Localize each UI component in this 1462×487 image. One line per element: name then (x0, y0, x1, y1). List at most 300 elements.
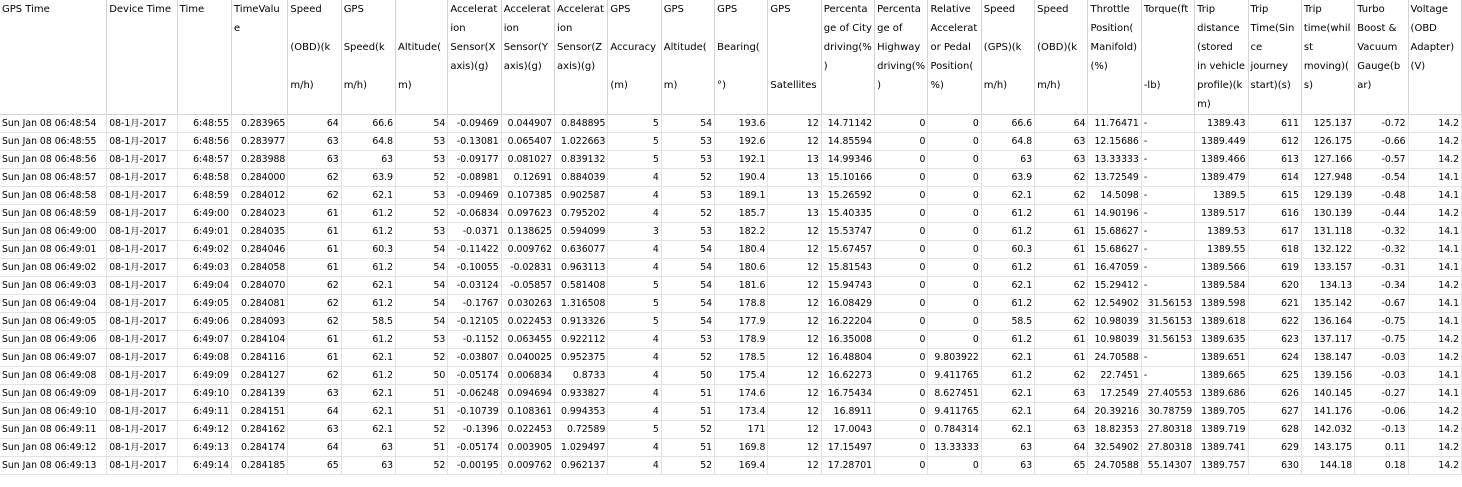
table-cell[interactable]: -0.13081 (448, 133, 501, 151)
table-cell[interactable]: 61.2 (341, 259, 395, 277)
table-cell[interactable]: 126.175 (1301, 133, 1354, 151)
table-cell[interactable]: 62 (1035, 187, 1088, 205)
table-cell[interactable]: 64.8 (981, 133, 1034, 151)
table-cell[interactable]: 17.2549 (1088, 385, 1141, 403)
table-cell[interactable]: 125.137 (1301, 115, 1354, 133)
table-cell[interactable]: 0 (928, 151, 981, 169)
table-cell[interactable]: 185.7 (715, 205, 768, 223)
table-cell[interactable]: 15.10166 (821, 169, 874, 187)
table-cell[interactable]: 613 (1248, 151, 1301, 169)
table-cell[interactable]: 629 (1248, 439, 1301, 457)
table-cell[interactable]: 1389.665 (1195, 367, 1248, 385)
table-cell[interactable]: 15.67457 (821, 241, 874, 259)
table-cell[interactable]: 0 (875, 403, 928, 421)
table-cell[interactable]: 192.6 (715, 133, 768, 151)
table-cell[interactable]: 0.284081 (231, 295, 287, 313)
table-cell[interactable]: 617 (1248, 223, 1301, 241)
table-cell[interactable]: 1389.635 (1195, 331, 1248, 349)
table-cell[interactable]: 51 (661, 439, 714, 457)
table-cell[interactable]: 54 (661, 241, 714, 259)
table-cell[interactable]: - (1141, 259, 1194, 277)
table-cell[interactable]: 12 (768, 277, 821, 295)
table-cell[interactable]: 08-1月-2017 (107, 403, 177, 421)
table-cell[interactable]: 31.56153 (1141, 295, 1194, 313)
table-cell[interactable]: 14.2 (1408, 277, 1461, 295)
table-cell[interactable]: 53 (661, 223, 714, 241)
table-cell[interactable]: 08-1月-2017 (107, 169, 177, 187)
table-cell[interactable]: 1389.53 (1195, 223, 1248, 241)
table-cell[interactable]: 51 (396, 439, 448, 457)
column-header[interactable] (0, 0, 107, 115)
table-cell[interactable]: 61.2 (981, 295, 1034, 313)
table-cell[interactable]: 08-1月-2017 (107, 349, 177, 367)
table-cell[interactable]: 0 (875, 115, 928, 133)
table-cell[interactable]: 6:48:59 (177, 187, 231, 205)
table-cell[interactable]: 65 (1035, 457, 1088, 475)
table-cell[interactable]: 0.913326 (555, 313, 608, 331)
table-cell[interactable]: -0.06248 (448, 385, 501, 403)
table-cell[interactable]: 628 (1248, 421, 1301, 439)
table-cell[interactable]: 0.283965 (231, 115, 287, 133)
table-cell[interactable]: 61 (1035, 349, 1088, 367)
table-cell[interactable]: Sun Jan 08 06:49:05 (0, 313, 107, 331)
table-cell[interactable]: 14.85594 (821, 133, 874, 151)
table-cell[interactable]: 0.065407 (501, 133, 554, 151)
table-cell[interactable]: -0.02831 (501, 259, 554, 277)
table-cell[interactable]: 0.044907 (501, 115, 554, 133)
table-cell[interactable]: 129.139 (1301, 187, 1354, 205)
table-cell[interactable]: 0.994353 (555, 403, 608, 421)
table-cell[interactable]: -0.32 (1355, 241, 1408, 259)
table-cell[interactable]: 618 (1248, 241, 1301, 259)
table-cell[interactable]: -0.03 (1355, 349, 1408, 367)
table-cell[interactable]: 0.18 (1355, 457, 1408, 475)
table-cell[interactable]: 0.009762 (501, 457, 554, 475)
table-cell[interactable]: 0.009762 (501, 241, 554, 259)
table-cell[interactable]: 0.902587 (555, 187, 608, 205)
table-cell[interactable]: 14.90196 (1088, 205, 1141, 223)
table-cell[interactable]: 5 (608, 133, 661, 151)
table-cell[interactable]: 12 (768, 367, 821, 385)
column-header[interactable] (608, 0, 661, 115)
table-cell[interactable]: 14.2 (1408, 457, 1461, 475)
table-cell[interactable]: 15.68627 (1088, 223, 1141, 241)
table-cell[interactable]: 193.6 (715, 115, 768, 133)
table-cell[interactable]: 1389.741 (1195, 439, 1248, 457)
column-header[interactable] (341, 0, 395, 115)
table-cell[interactable]: 12 (768, 457, 821, 475)
table-cell[interactable]: 0.022453 (501, 421, 554, 439)
table-cell[interactable]: -0.75 (1355, 313, 1408, 331)
table-cell[interactable]: 62.1 (981, 187, 1034, 205)
table-cell[interactable]: 132.122 (1301, 241, 1354, 259)
table-cell[interactable]: 6:48:57 (177, 151, 231, 169)
table-cell[interactable]: 134.13 (1301, 277, 1354, 295)
table-cell[interactable]: 61.2 (341, 223, 395, 241)
table-cell[interactable]: 169.4 (715, 457, 768, 475)
table-cell[interactable]: 0 (875, 187, 928, 205)
table-cell[interactable]: 54 (396, 295, 448, 313)
table-cell[interactable]: 16.75434 (821, 385, 874, 403)
table-cell[interactable]: 08-1月-2017 (107, 205, 177, 223)
table-cell[interactable]: 63 (1035, 385, 1088, 403)
table-cell[interactable]: 0 (875, 241, 928, 259)
table-cell[interactable]: 135.142 (1301, 295, 1354, 313)
table-cell[interactable]: 16.08429 (821, 295, 874, 313)
table-cell[interactable]: -0.09469 (448, 187, 501, 205)
table-cell[interactable]: 58.5 (341, 313, 395, 331)
table-cell[interactable]: 64 (1035, 439, 1088, 457)
column-header[interactable] (396, 0, 448, 115)
table-cell[interactable]: 16.48804 (821, 349, 874, 367)
table-cell[interactable]: 61 (1035, 205, 1088, 223)
table-cell[interactable]: Sun Jan 08 06:49:11 (0, 421, 107, 439)
table-cell[interactable]: 62.1 (981, 385, 1034, 403)
column-header[interactable] (1408, 0, 1461, 115)
table-cell[interactable]: 32.54902 (1088, 439, 1141, 457)
table-cell[interactable]: 6:48:56 (177, 133, 231, 151)
table-cell[interactable]: Sun Jan 08 06:49:12 (0, 439, 107, 457)
table-cell[interactable]: 0 (928, 259, 981, 277)
table-cell[interactable]: 54 (396, 313, 448, 331)
table-cell[interactable]: 11.76471 (1088, 115, 1141, 133)
table-cell[interactable]: 51 (661, 403, 714, 421)
table-cell[interactable]: 61 (288, 259, 341, 277)
table-cell[interactable]: 14.1 (1408, 259, 1461, 277)
table-cell[interactable]: 139.156 (1301, 367, 1354, 385)
table-cell[interactable]: 0.006834 (501, 367, 554, 385)
table-cell[interactable]: 12 (768, 331, 821, 349)
table-cell[interactable]: 61 (288, 223, 341, 241)
table-cell[interactable]: 14.2 (1408, 349, 1461, 367)
table-cell[interactable]: 61.2 (981, 331, 1034, 349)
table-cell[interactable]: 14.2 (1408, 205, 1461, 223)
table-cell[interactable]: 15.81543 (821, 259, 874, 277)
table-cell[interactable]: 0 (875, 313, 928, 331)
table-cell[interactable]: 60.3 (981, 241, 1034, 259)
table-cell[interactable]: - (1141, 277, 1194, 295)
table-cell[interactable]: 27.80318 (1141, 421, 1194, 439)
column-header[interactable] (288, 0, 341, 115)
table-cell[interactable]: 12 (768, 349, 821, 367)
table-cell[interactable]: 62.1 (341, 385, 395, 403)
table-cell[interactable]: 0.284000 (231, 169, 287, 187)
column-header[interactable] (1355, 0, 1408, 115)
table-cell[interactable]: 0 (928, 295, 981, 313)
table-cell[interactable]: Sun Jan 08 06:48:58 (0, 187, 107, 205)
table-cell[interactable]: 61 (288, 205, 341, 223)
table-cell[interactable]: -0.03124 (448, 277, 501, 295)
table-cell[interactable]: 623 (1248, 331, 1301, 349)
table-cell[interactable]: 63 (981, 151, 1034, 169)
table-cell[interactable]: 61.2 (981, 259, 1034, 277)
table-cell[interactable]: 178.9 (715, 331, 768, 349)
table-cell[interactable]: 4 (608, 205, 661, 223)
table-cell[interactable]: 15.29412 (1088, 277, 1141, 295)
column-header[interactable] (555, 0, 608, 115)
table-cell[interactable]: 54 (661, 115, 714, 133)
table-cell[interactable]: 14.1 (1408, 223, 1461, 241)
table-cell[interactable]: 13 (768, 169, 821, 187)
table-cell[interactable]: 14.1 (1408, 169, 1461, 187)
table-cell[interactable]: 64 (1035, 115, 1088, 133)
table-cell[interactable]: 8.627451 (928, 385, 981, 403)
table-cell[interactable]: 61.2 (341, 367, 395, 385)
column-header[interactable] (1195, 0, 1248, 115)
table-cell[interactable]: 189.1 (715, 187, 768, 205)
table-cell[interactable]: 192.1 (715, 151, 768, 169)
column-header[interactable] (661, 0, 714, 115)
table-cell[interactable]: 10.98039 (1088, 331, 1141, 349)
table-cell[interactable]: 12 (768, 295, 821, 313)
column-header[interactable] (231, 0, 287, 115)
table-cell[interactable]: 1.316508 (555, 295, 608, 313)
table-cell[interactable]: 0.030263 (501, 295, 554, 313)
table-cell[interactable]: 63 (288, 385, 341, 403)
table-cell[interactable]: 0.284070 (231, 277, 287, 295)
table-cell[interactable]: 12 (768, 385, 821, 403)
table-cell[interactable]: 180.4 (715, 241, 768, 259)
table-cell[interactable]: 52 (396, 421, 448, 439)
table-cell[interactable]: 66.6 (341, 115, 395, 133)
table-cell[interactable]: -0.1396 (448, 421, 501, 439)
table-cell[interactable]: 22.7451 (1088, 367, 1141, 385)
table-cell[interactable]: 13.33333 (1088, 151, 1141, 169)
table-cell[interactable]: 0.284162 (231, 421, 287, 439)
table-cell[interactable]: 0 (928, 187, 981, 205)
table-cell[interactable]: 0.962137 (555, 457, 608, 475)
table-cell[interactable]: 52 (396, 349, 448, 367)
table-cell[interactable]: 62 (288, 277, 341, 295)
table-cell[interactable]: 0.284104 (231, 331, 287, 349)
table-cell[interactable]: -0.27 (1355, 385, 1408, 403)
table-cell[interactable]: 1389.584 (1195, 277, 1248, 295)
table-cell[interactable]: 1389.598 (1195, 295, 1248, 313)
table-cell[interactable]: 18.82353 (1088, 421, 1141, 439)
table-cell[interactable]: 62 (288, 313, 341, 331)
table-cell[interactable]: 0.284046 (231, 241, 287, 259)
table-cell[interactable]: 62.1 (341, 187, 395, 205)
table-cell[interactable]: 53 (396, 133, 448, 151)
table-cell[interactable]: 0 (928, 331, 981, 349)
table-cell[interactable]: - (1141, 187, 1194, 205)
table-cell[interactable]: 616 (1248, 205, 1301, 223)
table-cell[interactable]: 12 (768, 421, 821, 439)
table-cell[interactable]: -0.11422 (448, 241, 501, 259)
column-header[interactable] (1035, 0, 1088, 115)
column-header[interactable] (821, 0, 874, 115)
table-cell[interactable]: 4 (608, 259, 661, 277)
table-cell[interactable]: 5 (608, 115, 661, 133)
table-cell[interactable]: 0.784314 (928, 421, 981, 439)
table-cell[interactable]: 63 (341, 151, 395, 169)
table-cell[interactable]: 130.139 (1301, 205, 1354, 223)
table-cell[interactable]: 14.1 (1408, 313, 1461, 331)
table-cell[interactable]: -0.1152 (448, 331, 501, 349)
table-cell[interactable]: 08-1月-2017 (107, 439, 177, 457)
column-header[interactable] (1141, 0, 1194, 115)
table-cell[interactable]: Sun Jan 08 06:48:59 (0, 205, 107, 223)
table-cell[interactable]: 6:49:13 (177, 439, 231, 457)
table-cell[interactable]: 62 (1035, 367, 1088, 385)
table-cell[interactable]: 6:49:03 (177, 259, 231, 277)
table-cell[interactable]: 30.78759 (1141, 403, 1194, 421)
table-cell[interactable]: -0.54 (1355, 169, 1408, 187)
table-cell[interactable]: 54 (661, 295, 714, 313)
table-cell[interactable]: 61 (288, 331, 341, 349)
table-cell[interactable]: 0.284023 (231, 205, 287, 223)
table-cell[interactable]: 16.62273 (821, 367, 874, 385)
table-cell[interactable]: Sun Jan 08 06:49:01 (0, 241, 107, 259)
table-cell[interactable]: 0.963113 (555, 259, 608, 277)
table-cell[interactable]: 0 (928, 205, 981, 223)
table-cell[interactable]: -0.75 (1355, 331, 1408, 349)
table-cell[interactable]: -0.09469 (448, 115, 501, 133)
table-cell[interactable]: 169.8 (715, 439, 768, 457)
table-cell[interactable]: 63 (288, 151, 341, 169)
table-cell[interactable]: 0 (928, 115, 981, 133)
table-cell[interactable]: 17.28701 (821, 457, 874, 475)
table-cell[interactable]: 13.72549 (1088, 169, 1141, 187)
table-cell[interactable]: 61.2 (981, 223, 1034, 241)
table-cell[interactable]: 52 (396, 205, 448, 223)
table-cell[interactable]: -0.72 (1355, 115, 1408, 133)
table-cell[interactable]: 0.022453 (501, 313, 554, 331)
table-cell[interactable]: 63 (1035, 133, 1088, 151)
table-cell[interactable]: 61.2 (341, 295, 395, 313)
table-cell[interactable]: 52 (396, 169, 448, 187)
column-header[interactable] (1248, 0, 1301, 115)
table-cell[interactable]: 6:49:02 (177, 241, 231, 259)
table-cell[interactable]: 14.1 (1408, 385, 1461, 403)
table-cell[interactable]: 08-1月-2017 (107, 313, 177, 331)
table-cell[interactable]: 4 (608, 169, 661, 187)
table-cell[interactable]: 1389.618 (1195, 313, 1248, 331)
table-cell[interactable]: 127.948 (1301, 169, 1354, 187)
table-cell[interactable]: 142.032 (1301, 421, 1354, 439)
table-cell[interactable]: 52 (661, 457, 714, 475)
table-cell[interactable]: 13.33333 (928, 439, 981, 457)
table-cell[interactable]: 50 (661, 367, 714, 385)
table-cell[interactable]: 14.1 (1408, 187, 1461, 205)
table-cell[interactable]: 51 (661, 385, 714, 403)
table-cell[interactable]: 1389.466 (1195, 151, 1248, 169)
table-cell[interactable]: 12 (768, 115, 821, 133)
table-cell[interactable]: 624 (1248, 349, 1301, 367)
table-cell[interactable]: -0.00195 (448, 457, 501, 475)
table-cell[interactable]: 53 (396, 187, 448, 205)
table-cell[interactable]: 140.145 (1301, 385, 1354, 403)
table-cell[interactable]: 0.594099 (555, 223, 608, 241)
table-cell[interactable]: 6:49:09 (177, 367, 231, 385)
table-cell[interactable]: 0.003905 (501, 439, 554, 457)
table-cell[interactable]: 08-1月-2017 (107, 295, 177, 313)
table-cell[interactable]: 5 (608, 295, 661, 313)
table-cell[interactable]: - (1141, 169, 1194, 187)
table-cell[interactable]: 08-1月-2017 (107, 241, 177, 259)
table-cell[interactable]: 10.98039 (1088, 313, 1141, 331)
table-cell[interactable]: 14.2 (1408, 151, 1461, 169)
table-cell[interactable]: -0.44 (1355, 205, 1408, 223)
table-cell[interactable]: 62.1 (341, 277, 395, 295)
table-cell[interactable]: Sun Jan 08 06:49:08 (0, 367, 107, 385)
table-cell[interactable]: 15.94743 (821, 277, 874, 295)
table-cell[interactable]: 14.71142 (821, 115, 874, 133)
table-cell[interactable]: 14.2 (1408, 421, 1461, 439)
table-cell[interactable]: 136.164 (1301, 313, 1354, 331)
table-cell[interactable]: 50 (396, 367, 448, 385)
table-cell[interactable]: 14.1 (1408, 367, 1461, 385)
table-cell[interactable]: 0 (875, 205, 928, 223)
table-cell[interactable]: 0 (928, 277, 981, 295)
table-cell[interactable]: 0.8733 (555, 367, 608, 385)
table-cell[interactable]: 62 (1035, 277, 1088, 295)
table-cell[interactable]: 619 (1248, 259, 1301, 277)
table-cell[interactable]: 14.5098 (1088, 187, 1141, 205)
table-cell[interactable]: 27.80318 (1141, 439, 1194, 457)
table-cell[interactable]: 0 (875, 259, 928, 277)
table-cell[interactable]: 0 (875, 367, 928, 385)
table-cell[interactable]: 55.14307 (1141, 457, 1194, 475)
table-cell[interactable]: 0.839132 (555, 151, 608, 169)
table-cell[interactable]: 12 (768, 241, 821, 259)
table-cell[interactable]: 6:49:10 (177, 385, 231, 403)
table-cell[interactable]: 1.022663 (555, 133, 608, 151)
table-cell[interactable]: 141.176 (1301, 403, 1354, 421)
table-cell[interactable]: 621 (1248, 295, 1301, 313)
table-cell[interactable]: 630 (1248, 457, 1301, 475)
table-cell[interactable]: 20.39216 (1088, 403, 1141, 421)
table-cell[interactable]: 0.11 (1355, 439, 1408, 457)
table-cell[interactable]: 5 (608, 421, 661, 439)
table-cell[interactable]: 0 (875, 295, 928, 313)
table-cell[interactable]: 1389.705 (1195, 403, 1248, 421)
table-cell[interactable]: 15.40335 (821, 205, 874, 223)
table-cell[interactable]: 52 (661, 205, 714, 223)
table-cell[interactable]: Sun Jan 08 06:49:10 (0, 403, 107, 421)
table-cell[interactable]: 13 (768, 205, 821, 223)
table-cell[interactable]: 1.029497 (555, 439, 608, 457)
table-cell[interactable]: 627 (1248, 403, 1301, 421)
table-cell[interactable]: 62.1 (981, 349, 1034, 367)
table-cell[interactable]: -0.34 (1355, 277, 1408, 295)
column-header[interactable] (1088, 0, 1141, 115)
table-cell[interactable]: 64 (288, 115, 341, 133)
table-cell[interactable]: -0.06834 (448, 205, 501, 223)
table-cell[interactable]: 63 (341, 439, 395, 457)
table-cell[interactable]: 08-1月-2017 (107, 331, 177, 349)
table-cell[interactable]: 622 (1248, 313, 1301, 331)
table-cell[interactable]: 0.933827 (555, 385, 608, 403)
table-cell[interactable]: Sun Jan 08 06:49:00 (0, 223, 107, 241)
table-cell[interactable]: 4 (608, 187, 661, 205)
table-cell[interactable]: 08-1月-2017 (107, 223, 177, 241)
table-cell[interactable]: -0.10739 (448, 403, 501, 421)
table-cell[interactable]: 61 (1035, 259, 1088, 277)
table-cell[interactable]: 14.1 (1408, 295, 1461, 313)
table-cell[interactable]: 0.848895 (555, 115, 608, 133)
table-cell[interactable]: 0 (928, 223, 981, 241)
table-cell[interactable]: 08-1月-2017 (107, 133, 177, 151)
table-cell[interactable]: 63 (981, 439, 1034, 457)
table-cell[interactable]: 175.4 (715, 367, 768, 385)
table-cell[interactable]: 12 (768, 439, 821, 457)
table-cell[interactable]: 6:49:11 (177, 403, 231, 421)
table-cell[interactable]: 52 (396, 457, 448, 475)
table-cell[interactable]: 16.22204 (821, 313, 874, 331)
table-cell[interactable]: 1389.566 (1195, 259, 1248, 277)
table-cell[interactable]: 1389.55 (1195, 241, 1248, 259)
